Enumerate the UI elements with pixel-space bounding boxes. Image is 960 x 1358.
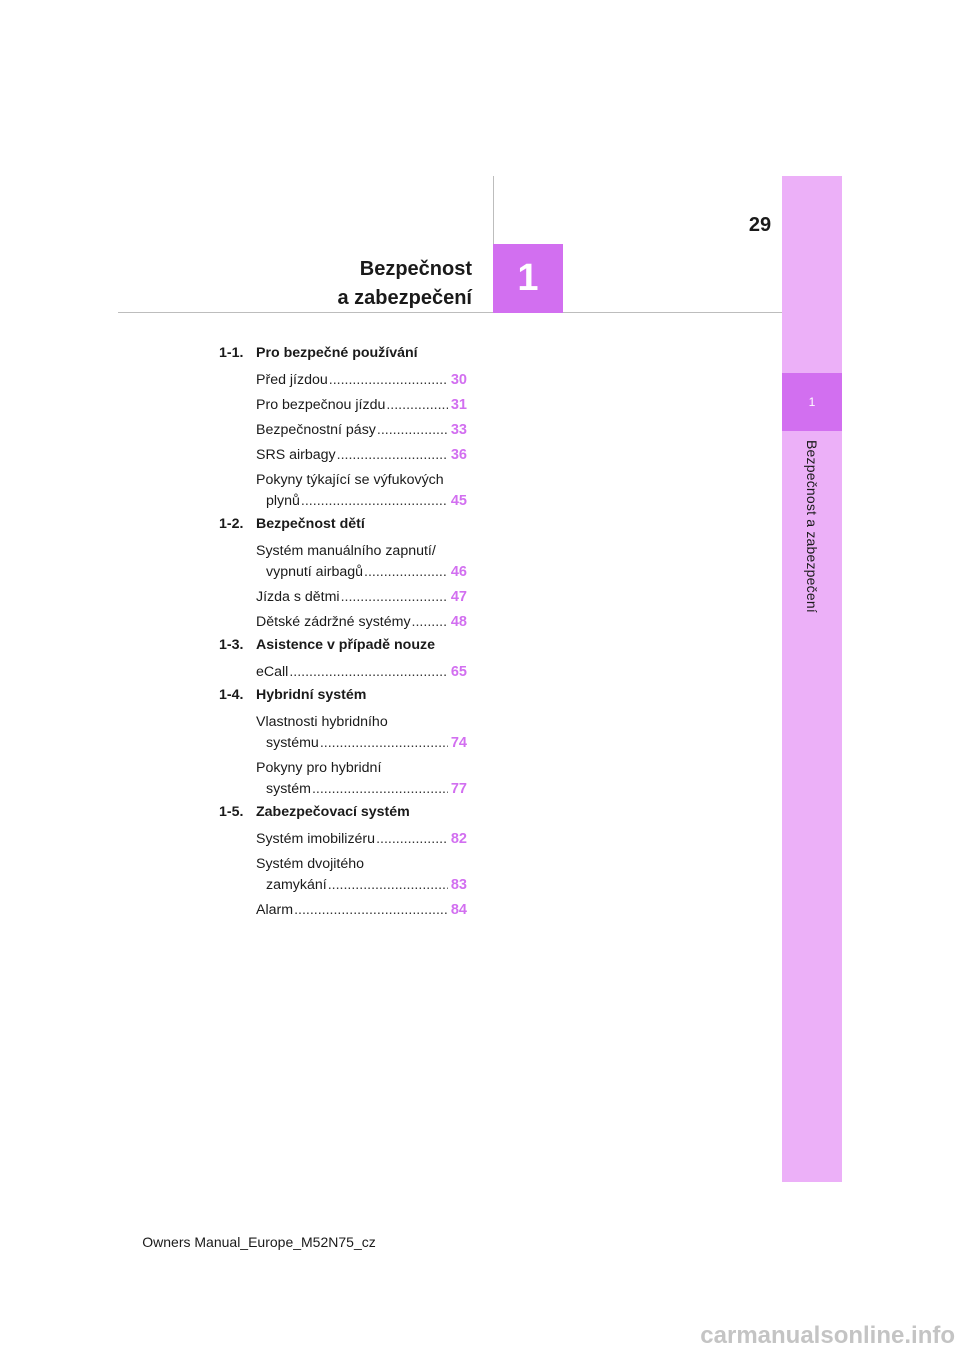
- toc-section-number: 1-2.: [219, 516, 244, 532]
- toc-dot-leader: [412, 612, 448, 633]
- toc-entry-label: Alarm: [256, 902, 294, 918]
- toc-section-number: 1-3.: [219, 637, 244, 653]
- toc-dot-leader: [386, 395, 448, 416]
- toc-entry[interactable]: [256, 420, 467, 441]
- toc-dot-leader: [328, 875, 448, 896]
- toc-dot-leader: [364, 562, 448, 583]
- toc-page-link[interactable]: 74: [450, 735, 467, 751]
- header-divider-vertical: [493, 176, 494, 244]
- toc-entry-label: Systém dvojitého: [256, 856, 365, 872]
- toc-entry-label: Jízda s dětmi: [256, 589, 340, 605]
- toc-entry-label: systém: [266, 781, 311, 797]
- toc-entry-label: Pokyny pro hybridní: [256, 760, 382, 776]
- toc-entry[interactable]: [256, 829, 467, 850]
- toc-page-link[interactable]: 46: [450, 564, 467, 580]
- toc-entry[interactable]: [256, 712, 467, 754]
- toc-dot-leader: [337, 445, 448, 466]
- toc-entry[interactable]: [256, 662, 467, 683]
- toc-dot-leader: [312, 779, 448, 800]
- toc-dot-leader: [376, 829, 448, 850]
- toc-section-title: Asistence v případě nouze: [256, 637, 435, 653]
- toc-section-heading[interactable]: [219, 345, 467, 370]
- toc-page-link[interactable]: 82: [450, 831, 467, 847]
- chapter-title-line2: a zabezpečení: [337, 287, 472, 309]
- toc-dot-leader: [320, 733, 448, 754]
- page-number: 29: [748, 214, 772, 236]
- toc-entry[interactable]: [256, 470, 467, 512]
- toc-entry-label: vypnutí airbagů: [266, 564, 364, 580]
- toc-page-link[interactable]: 36: [450, 447, 467, 463]
- toc-dot-leader: [301, 491, 448, 512]
- toc-entry-label: Vlastnosti hybridního: [256, 714, 388, 730]
- toc-dot-leader: [289, 662, 448, 683]
- toc-entry[interactable]: [256, 854, 467, 896]
- chapter-title: [250, 255, 472, 313]
- toc-section-heading[interactable]: [219, 516, 467, 541]
- toc-page-link[interactable]: 83: [450, 877, 467, 893]
- toc-entry[interactable]: [256, 758, 467, 800]
- toc-section-title: Zabezpečovací systém: [256, 804, 410, 820]
- toc-entry[interactable]: [256, 541, 467, 583]
- toc-section-heading[interactable]: [219, 687, 467, 712]
- toc-page-link[interactable]: 45: [450, 493, 467, 509]
- toc-entry[interactable]: [256, 587, 467, 608]
- toc-page-link[interactable]: 33: [450, 422, 467, 438]
- footer-document-id: Owners Manual_Europe_M52N75_cz: [142, 1234, 376, 1250]
- watermark: carmanualsonline.info: [700, 1322, 955, 1349]
- toc-section-heading[interactable]: [219, 637, 467, 662]
- table-of-contents: [219, 345, 467, 925]
- toc-section-title: Pro bezpečné používání: [256, 345, 418, 361]
- toc-entry-label: Pokyny týkající se výfukových: [256, 472, 444, 488]
- toc-section-title: Bezpečnost dětí: [256, 516, 365, 532]
- toc-entry[interactable]: [256, 395, 467, 416]
- toc-entry[interactable]: [256, 370, 467, 391]
- toc-entry-label: Před jízdou: [256, 372, 328, 388]
- toc-entry-label: SRS airbagy: [256, 447, 336, 463]
- toc-dot-leader: [294, 900, 448, 921]
- toc-entry-label: plynů: [266, 493, 300, 509]
- toc-entry-label: systému: [266, 735, 319, 751]
- side-chapter-number[interactable]: 1: [782, 373, 842, 431]
- toc-page-link[interactable]: 65: [450, 664, 467, 680]
- toc-dot-leader: [377, 420, 448, 441]
- toc-entry-label: Bezpečnostní pásy: [256, 422, 376, 438]
- toc-entry[interactable]: [256, 900, 467, 921]
- toc-entry[interactable]: [256, 445, 467, 466]
- toc-page-link[interactable]: 47: [450, 589, 467, 605]
- toc-entry-label: Dětské zádržné systémy: [256, 614, 411, 630]
- toc-entry-label: eCall: [256, 664, 289, 680]
- toc-page-link[interactable]: 31: [450, 397, 467, 413]
- chapter-title-line1: Bezpečnost: [359, 258, 472, 280]
- toc-entry-label: Systém manuálního zapnutí/: [256, 543, 436, 559]
- chapter-number-box: 1: [493, 244, 563, 313]
- toc-entry-label: Pro bezpečnou jízdu: [256, 397, 386, 413]
- side-tab-title-wrap: [782, 440, 842, 640]
- toc-section-number: 1-1.: [219, 345, 244, 361]
- toc-entry[interactable]: [256, 612, 467, 633]
- toc-page-link[interactable]: 77: [450, 781, 467, 797]
- toc-page-link[interactable]: 84: [450, 902, 467, 918]
- toc-section-number: 1-5.: [219, 804, 244, 820]
- toc-entry-label: Systém imobilizéru: [256, 831, 376, 847]
- toc-page-link[interactable]: 48: [450, 614, 467, 630]
- toc-entry-label: zamykání: [266, 877, 327, 893]
- toc-section-title: Hybridní systém: [256, 687, 367, 703]
- side-tab-title: Bezpečnost a zabezpečení: [804, 440, 820, 613]
- toc-dot-leader: [341, 587, 448, 608]
- toc-page-link[interactable]: 30: [450, 372, 467, 388]
- toc-dot-leader: [329, 370, 448, 391]
- toc-section-heading[interactable]: [219, 804, 467, 829]
- toc-section-number: 1-4.: [219, 687, 244, 703]
- side-tab-strip: [782, 176, 842, 1182]
